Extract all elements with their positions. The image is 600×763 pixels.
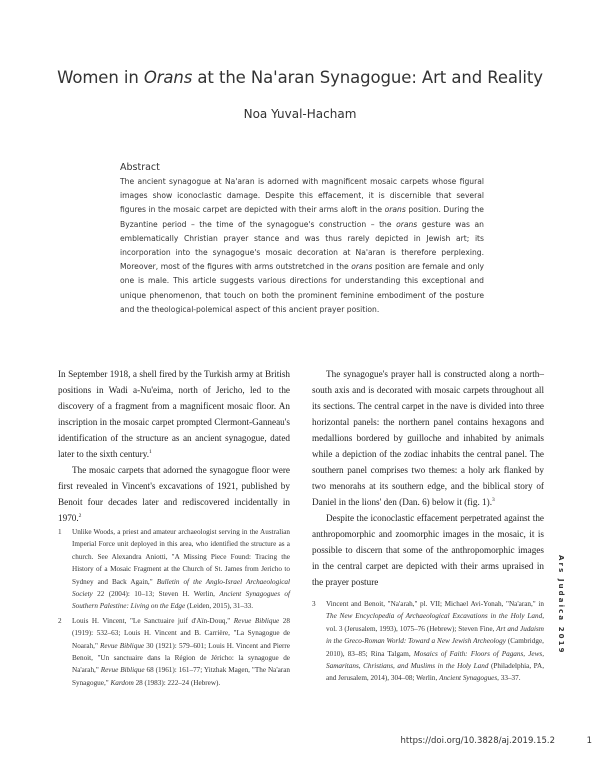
page-number: 1 <box>586 736 592 746</box>
author-name: Noa Yuval-Hacham <box>243 107 357 121</box>
fn-part: 30 (1921): 579–601; Louis H. Vincent and Pierre Benoit, "Un sanctuaire dans la Région de Jéricho: la synagogue de Na'arah," <box>72 641 290 675</box>
abstract-em: orans <box>396 219 418 229</box>
fn-part: 22 (2004): 10–13; Steven H. Werlin, <box>92 590 220 599</box>
footnote-number: 3 <box>312 600 316 608</box>
body-text: The synagogue's prayer hall is constructed along a north–south axis and is decorated with mosaic carpets throughout all its sections. The central carpet in the nave is divided into three horizontal panels: the northern panel contains hexagons and medallions bordered by guilloche and inhabited by animals while a depiction of the zodiac inhabits the central panel. The southern panel comprises two themes: a holy ark flanked by two menorahs at its southern edge, and the biblical story of Daniel in the lions' den (Dan. 6) below it (fig. 1). <box>312 369 544 507</box>
footnotes-left <box>58 526 290 691</box>
fn-em: Revue Biblique <box>100 666 145 675</box>
footnote-ref[interactable]: 3 <box>492 496 495 503</box>
abstract-block <box>120 162 484 317</box>
fn-part: 28 (1919): 532–63; Louis H. Vincent and B. Carrière, "La Synagogue de Noarah," <box>72 616 290 650</box>
body-column-left <box>58 366 290 526</box>
fn-part: 28 (1983): 222–24 (Hebrew). <box>133 678 221 687</box>
fn-em: Bulletin of the Anglo-Israel Archaeological Society <box>72 577 290 599</box>
fn-part: (Leiden, 2015), 31–33. <box>185 602 254 611</box>
fn-part: Unlike Woods, a priest and amateur archaeologist serving in the Australian Imperial Force unit deployed in this area, who identified the structure as a church. See Alexandra Aniotti, "A Missing Piece Found: Tracing the History of a Mosaic Fragment at the Church of St. James from Jericho to Sydney and Back Again," <box>72 528 290 586</box>
page-footer <box>0 736 600 750</box>
body-paragraph <box>58 462 290 526</box>
footnote-text <box>72 615 290 689</box>
footnote-text <box>326 598 544 685</box>
fn-part: (Philadelphia, PA, and Jerusalem, 2014), 304–08; Werlin, <box>326 662 544 683</box>
abstract-em: orans <box>351 262 373 272</box>
fn-em: Mosaics of Faith: Floors of Pagans, Jews, Samaritans, Christians, and Muslims in the Holy Land <box>326 649 544 671</box>
journal-mark-text: Ars Judaica 2019 <box>557 555 565 655</box>
body-text: Despite the iconoclastic effacement perpetrated against the anthropomorphic and zoomorphic images in the mosaic, it is possible to discern that some of the anthropomorphic images in the central carpet are depicted with their arms upraised in the prayer posture <box>312 513 544 587</box>
abstract-part: position. During the Byzantine period – the time of the synagogue's construction – the <box>120 205 484 229</box>
fn-part: Vincent and Benoit, "Na'arah," pl. VII; Michael Avi-Yonah, "Na'aran," in <box>326 600 544 608</box>
abstract-em: orans <box>384 205 406 215</box>
footnotes-right <box>312 598 544 687</box>
abstract-part: The ancient synagogue at Na'aran is adorned with magnificent mosaic carpets whose figural images show iconoclastic damage. Despite this effacement, it is discernible that several figures in the mosaic carpet are depicted with their arms aloft in the <box>120 177 484 215</box>
abstract-text <box>120 175 484 317</box>
footnote-number: 1 <box>58 528 62 536</box>
abstract-part: position are female and only one is male. This article suggests various directions for understanding this exceptional and unique phenomenon, that touch on both the prominent feminine embodiment of the posture and the theological-polemical aspect of this ancient prayer position. <box>120 262 484 314</box>
journal-sidebar-mark <box>557 555 566 705</box>
article-title <box>0 68 600 87</box>
abstract-heading: Abstract <box>120 162 160 173</box>
fn-em: Revue Biblique <box>233 616 280 625</box>
body-text: The mosaic carpets that adorned the synagogue floor were first revealed in Vincent's excavations of 1921, published by Benoit four decades later and rediscovered incidentally in 1970. <box>58 465 290 523</box>
fn-em: Ancient Synagogues of Southern Palestine: Living on the Edge <box>72 590 290 611</box>
body-text: In September 1918, a shell fired by the Turkish army at British positions in Wadi a-Nu'eima, north of Jericho, led to the discovery of a fragment from a magnificent mosaic floor. An inscription in the mosaic carpet prompted Clermont-Ganneau's identification of the structure as an ancient synagogue, dated later to the sixth century. <box>58 369 290 459</box>
fn-em: Art and Judaism in the Greco-Roman World: Toward a New Jewish Archeology <box>326 624 544 646</box>
body-paragraph <box>58 366 290 462</box>
footnote <box>312 598 544 685</box>
footnote <box>58 615 290 689</box>
title-emphasis: Orans <box>143 68 193 87</box>
fn-em: Ancient Synagogues <box>439 674 498 683</box>
fn-em: The New Encyclopedia of Archaeological Excavations in the Holy Land <box>326 612 543 621</box>
fn-part: , vol. 3 (Jerusalem, 1993), 1075–76 (Hebrew); Steven Fine, <box>326 612 544 633</box>
fn-em: Kardom <box>110 678 134 687</box>
title-suffix: at the Na'aran Synagogue: Art and Reality <box>192 68 543 87</box>
abstract-part: gesture was an emblematically Christian prayer stance and was thus rarely depicted in Jewish art; its incorporation into the synagogue's mosaic decoration at Na'aran is therefore perplexing. Moreover, most of the figures with arms outstretched in the <box>120 219 484 272</box>
fn-part: 68 (1961): 161–77; Yitzhak Magen, "The Na'aran Synagogue," <box>72 666 290 687</box>
fn-part: (Cambridge, 2010), 83–85; Rina Talgam, <box>326 637 544 658</box>
body-paragraph <box>312 366 544 510</box>
body-paragraph <box>312 510 544 590</box>
footnote-number: 2 <box>58 616 62 625</box>
doi-link[interactable]: https://doi.org/10.3828/aj.2019.15.2 <box>400 736 555 746</box>
title-prefix: Women in <box>57 68 144 87</box>
fn-part: , 33–37. <box>497 674 521 683</box>
footnote-text <box>72 526 290 613</box>
footnote <box>58 526 290 613</box>
footnote-ref[interactable]: 2 <box>78 512 82 519</box>
footnote-ref[interactable]: 1 <box>149 448 152 455</box>
fn-em: Revue Biblique <box>100 641 145 650</box>
body-column-right <box>312 366 544 590</box>
fn-part: Louis H. Vincent, "Le Sanctuaire juif d'Aïn-Douq," <box>72 616 234 625</box>
